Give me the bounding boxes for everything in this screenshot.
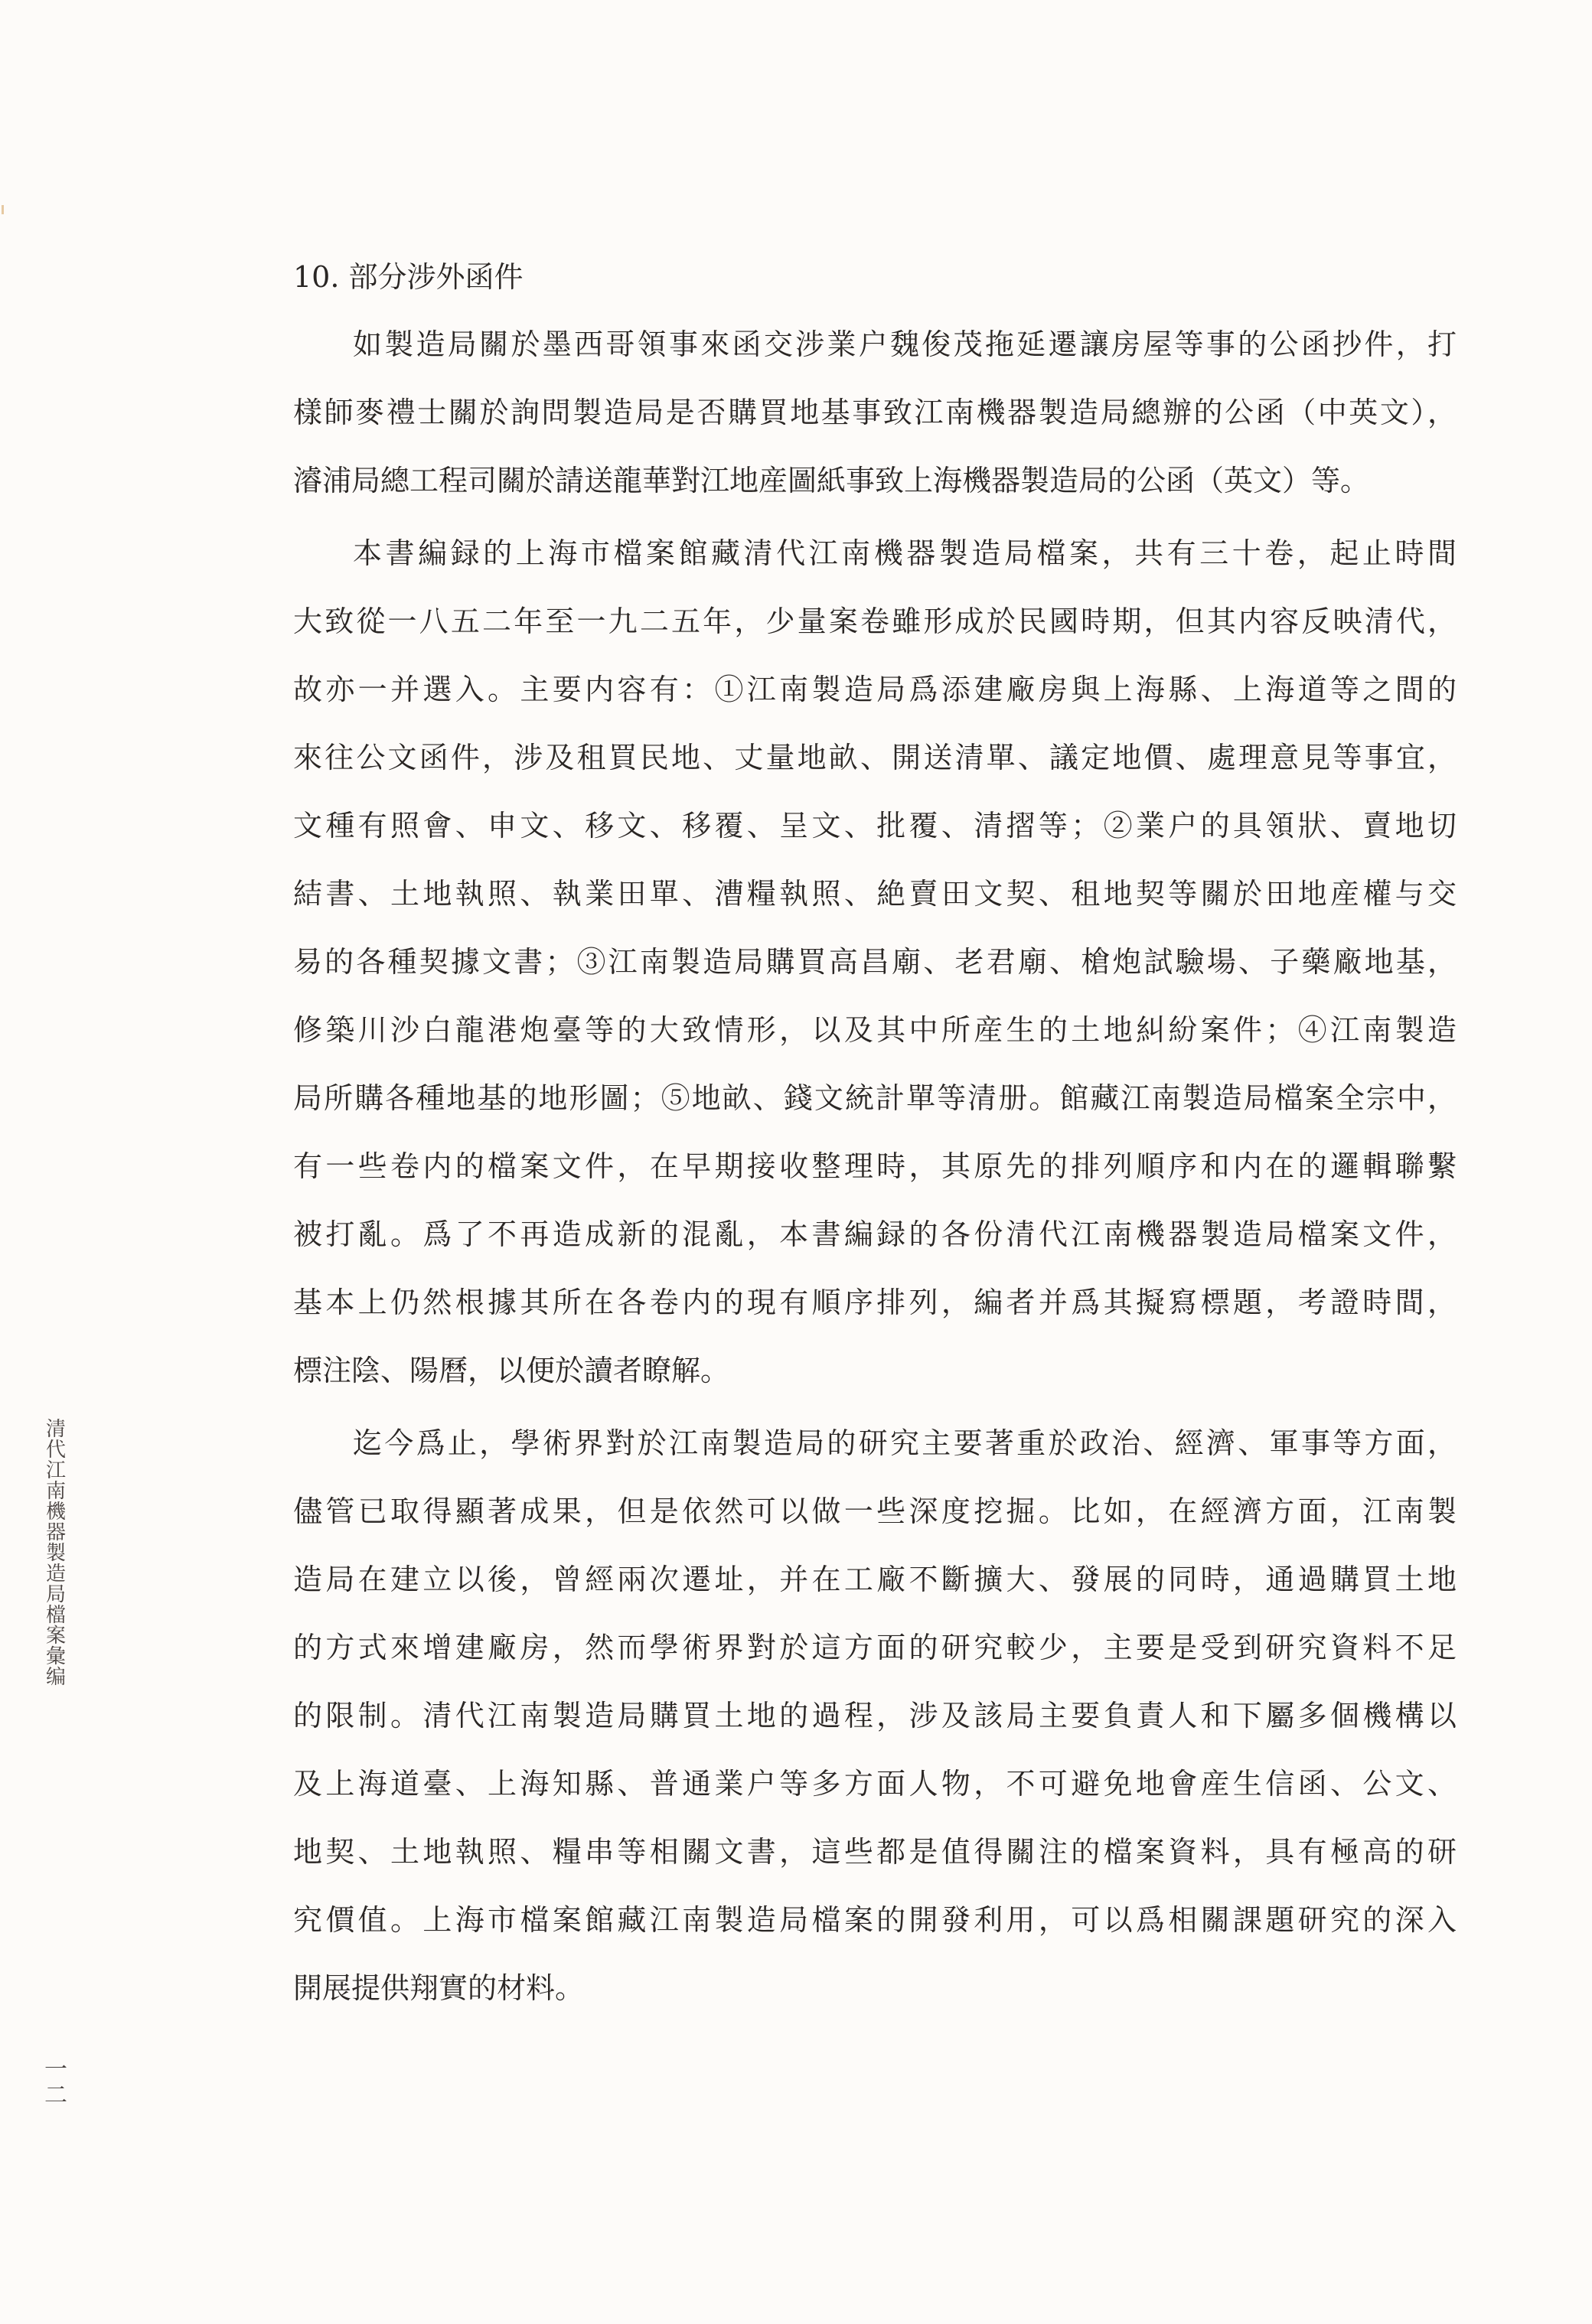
text-line: 本書編録的上海市檔案館藏清代江南機器製造局檔案，共有三十卷，起止時間 [353, 536, 1457, 570]
vertical-char: 江 [45, 1459, 66, 1482]
text-line: 基本上仍然根據其所在各卷内的現有順序排列，編者并爲其擬寫標題，考證時間， [293, 1286, 1457, 1319]
vertical-char: 代 [45, 1439, 66, 1462]
text-line: 標注陰、陽曆，以便於讀者瞭解。 [293, 1354, 730, 1387]
paragraph-1 [293, 311, 1457, 515]
text-line: 的限制。清代江南製造局購買土地的過程，涉及該局主要負責人和下屬多個機構以 [293, 1699, 1457, 1732]
text-line: 有一些卷内的檔案文件，在早期接收整理時，其原先的排列順序和内在的邏輯聯繫 [293, 1149, 1457, 1183]
vertical-char: 器 [45, 1521, 66, 1544]
text-line: 文種有照會、申文、移文、移覆、呈文、批覆、清摺等；②業户的具領狀、賣地切 [293, 809, 1457, 843]
body-text [293, 243, 1457, 2022]
vertical-char: 局 [45, 1583, 66, 1606]
text-line: 地契、土地執照、糧串等相關文書，這些都是值得關注的檔案資料，具有極高的研 [293, 1835, 1457, 1869]
vertical-char: 彙 [45, 1645, 66, 1668]
vertical-char: 编 [45, 1666, 66, 1689]
text-line: 故亦一并選入。主要内容有：①江南製造局爲添建廠房與上海縣、上海道等之間的 [293, 673, 1457, 706]
running-title [43, 1419, 69, 1688]
text-line: 樣師麥禮士關於詢問製造局是否購買地基事致江南機器製造局總辦的公函（中英文）， [293, 396, 1457, 429]
section-heading: 10. 部分涉外函件 [293, 260, 524, 294]
paragraph-3 [293, 1410, 1457, 2022]
text-line: 結書、土地執照、執業田單、漕糧執照、絶賣田文契、租地契等關於田地産權与交 [293, 877, 1457, 911]
text-line: 的方式來增建廠房，然而學術界對於這方面的研究較少，主要是受到研究資料不足 [293, 1631, 1457, 1664]
text-line: 易的各種契據文書；③江南製造局購買高昌廟、老君廟、槍炮試驗場、子藥廠地基， [293, 945, 1457, 979]
text-line: 造局在建立以後，曾經兩次遷址，并在工廠不斷擴大、發展的同時，通過購買土地 [293, 1563, 1457, 1596]
vertical-char: 案 [45, 1625, 66, 1648]
text-line: 迄今爲止，學術界對於江南製造局的研究主要著重於政治、經濟、軍事等方面， [353, 1426, 1457, 1460]
margin-mark [2, 205, 4, 214]
vertical-char: 機 [45, 1501, 66, 1524]
text-line: 局所購各種地基的地形圖；⑤地畝、錢文統計單等清册。館藏江南製造局檔案全宗中， [293, 1081, 1457, 1115]
text-line: 及上海道臺、上海知縣、普通業户等多方面人物，不可避免地會産生信函、公文、 [293, 1767, 1457, 1801]
text-line: 開展提供翔實的材料。 [293, 1971, 585, 2005]
vertical-char: 檔 [45, 1604, 66, 1627]
text-line: 濬浦局總工程司關於請送龍華對江地産圖紙事致上海機器製造局的公函（英文）等。 [293, 464, 1370, 497]
text-line: 來往公文函件，涉及租買民地、丈量地畝、開送清單、議定地價、處理意見等事宜， [293, 741, 1457, 774]
vertical-char: 製 [45, 1542, 66, 1565]
paragraph-2 [293, 520, 1457, 1405]
vertical-char: 清 [45, 1418, 66, 1441]
vertical-char: 一 [44, 2056, 67, 2083]
text-line: 修築川沙白龍港炮臺等的大致情形，以及其中所産生的土地糾紛案件；④江南製造 [293, 1013, 1457, 1047]
text-line: 如製造局關於墨西哥領事來函交涉業户魏俊茂拖延遷讓房屋等事的公函抄件，打 [353, 328, 1457, 361]
vertical-char: 二 [44, 2082, 67, 2109]
text-line: 大致從一八五二年至一九二五年，少量案卷雖形成於民國時期，但其内容反映清代， [293, 605, 1457, 638]
page-number [43, 2057, 69, 2109]
text-line: 被打亂。爲了不再造成新的混亂，本書編録的各份清代江南機器製造局檔案文件， [293, 1217, 1457, 1251]
text-line: 儘管已取得顯著成果，但是依然可以做一些深度挖掘。比如，在經濟方面，江南製 [293, 1494, 1457, 1528]
vertical-char: 造 [45, 1563, 66, 1586]
vertical-char: 南 [45, 1480, 66, 1503]
text-line: 究價值。上海市檔案館藏江南製造局檔案的開發利用，可以爲相關課題研究的深入 [293, 1903, 1457, 1937]
